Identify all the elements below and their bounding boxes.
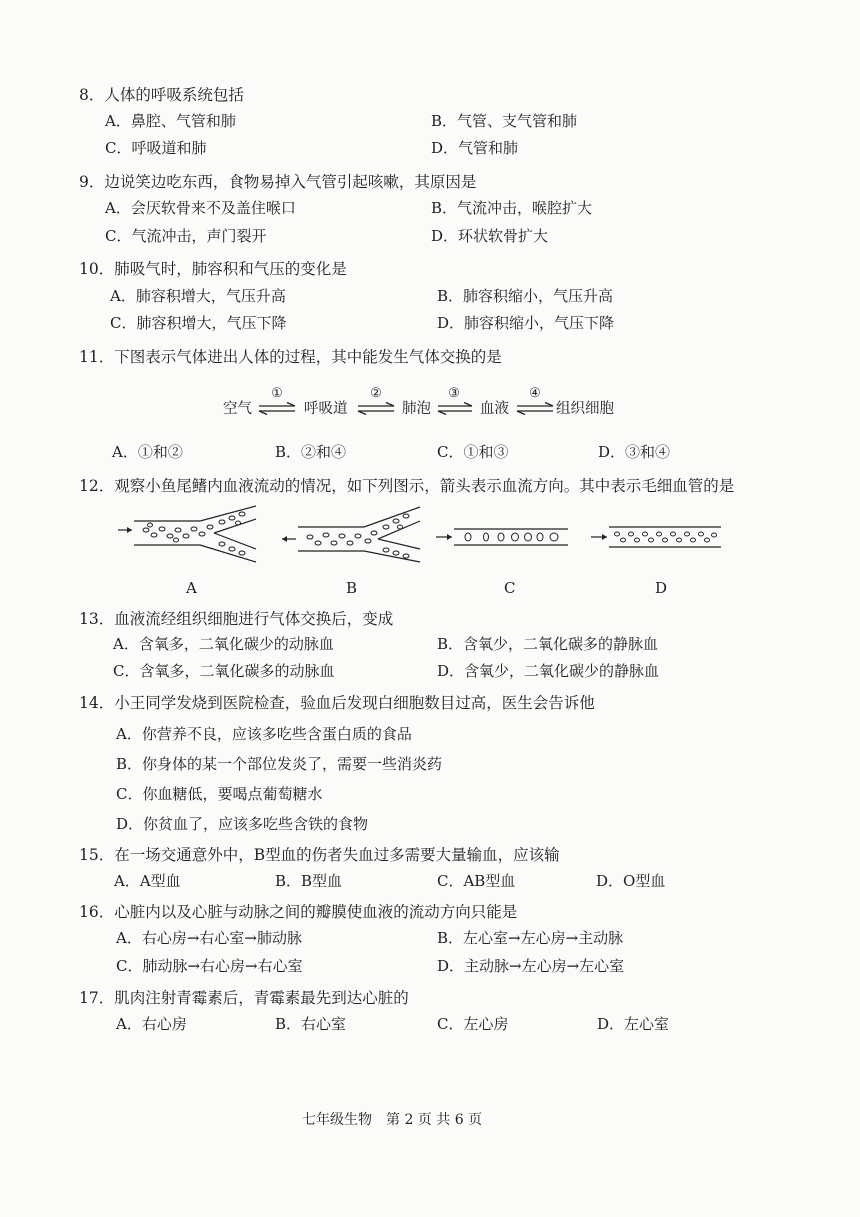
q9-option-c[interactable]: C．气流冲击，声门裂开 [105, 227, 267, 245]
q12-option-b[interactable]: B [346, 579, 358, 597]
q8-option-d[interactable]: D．气管和肺 [431, 139, 519, 157]
equilibrium-arrow-icon [437, 402, 473, 416]
q9-option-d[interactable]: D．环状软骨扩大 [431, 227, 549, 245]
vessel-diagram-d [591, 525, 723, 549]
equilibrium-arrow-icon [258, 402, 296, 416]
q15-option-c[interactable]: C．AB型血 [437, 872, 516, 890]
q11-option-a[interactable]: A．①和② [112, 443, 183, 461]
q9-option-b[interactable]: B．气流冲击，喉腔扩大 [431, 199, 593, 217]
chain-node-airway: 呼吸道 [304, 401, 348, 417]
q11-option-b[interactable]: B．②和④ [275, 443, 347, 461]
q15-option-b[interactable]: B．B型血 [275, 872, 343, 890]
question-15-stem: 15．在一场交通意外中，B型血的伤者失血过多需要大量输血，应该输 [79, 846, 560, 864]
equilibrium-arrow-icon [516, 402, 554, 416]
q8-option-b[interactable]: B．气管、支气管和肺 [431, 112, 578, 130]
q17-option-c[interactable]: C．左心房 [437, 1015, 509, 1033]
q13-option-a[interactable]: A．含氧多，二氧化碳少的动脉血 [113, 635, 334, 653]
question-14-stem: 14．小王同学发烧到医院检查，验血后发现白细胞数目过高，医生会告诉他 [79, 694, 595, 712]
question-17-stem: 17．肌肉注射青霉素后，青霉素最先到达心脏的 [79, 989, 409, 1007]
equilibrium-arrow-icon [357, 402, 395, 416]
q11-option-c[interactable]: C．①和③ [437, 443, 509, 461]
q13-option-b[interactable]: B．含氧少，二氧化碳多的静脉血 [437, 635, 659, 653]
q16-option-b[interactable]: B．左心室→左心房→主动脉 [437, 929, 624, 947]
q10-option-b[interactable]: B．肺容积缩小，气压升高 [437, 287, 614, 305]
q16-option-d[interactable]: D．主动脉→左心房→左心室 [437, 957, 625, 975]
q12-option-d[interactable]: D [655, 579, 668, 597]
q10-option-a[interactable]: A．肺容积增大，气压升高 [110, 287, 286, 305]
question-12-stem: 12．观察小鱼尾鳍内血液流动的情况，如下列图示，箭头表示血流方向。其中表示毛细血管的是 [79, 477, 735, 495]
chain-step-2: ② [370, 386, 382, 401]
page-footer: 七年级生物 第 2 页 共 6 页 [302, 1112, 483, 1128]
chain-node-blood: 血液 [480, 401, 509, 417]
q13-option-c[interactable]: C．含氧多，二氧化碳多的动脉血 [113, 662, 335, 680]
chain-node-air: 空气 [223, 401, 252, 417]
q14-option-a[interactable]: A．你营养不良，应该多吃些含蛋白质的食品 [116, 725, 412, 743]
q15-option-d[interactable]: D．O型血 [596, 872, 666, 890]
q17-option-a[interactable]: A．右心房 [116, 1015, 187, 1033]
chain-step-4: ④ [529, 386, 541, 401]
chain-node-alveoli: 肺泡 [402, 401, 431, 417]
q11-option-d[interactable]: D．③和④ [598, 443, 671, 461]
q12-option-c[interactable]: C [504, 579, 516, 597]
vessel-diagram-c [436, 526, 570, 548]
question-16-stem: 16．心脏内以及心脏与动脉之间的瓣膜使血液的流动方向只能是 [79, 903, 518, 921]
chain-step-3: ③ [448, 386, 460, 401]
q16-option-a[interactable]: A．右心房→右心室→肺动脉 [116, 929, 302, 947]
q14-option-c[interactable]: C．你血糖低，要喝点葡萄糖水 [116, 785, 323, 803]
chain-node-tissue-cells: 组织细胞 [556, 401, 614, 417]
q8-option-a[interactable]: A．鼻腔、气管和肺 [105, 112, 236, 130]
q14-option-b[interactable]: B．你身体的某一个部位发炎了，需要一些消炎药 [116, 755, 443, 773]
q14-option-d[interactable]: D．你贫血了，应该多吃些含铁的食物 [116, 815, 369, 833]
vessel-diagram-a [118, 505, 260, 565]
question-8-stem: 8．人体的呼吸系统包括 [79, 86, 244, 104]
q13-option-d[interactable]: D．含氧少，二氧化碳少的静脉血 [437, 662, 660, 680]
question-13-stem: 13．血液流经组织细胞进行气体交换后，变成 [79, 610, 394, 628]
q8-option-c[interactable]: C．呼吸道和肺 [105, 139, 207, 157]
chain-step-1: ① [271, 386, 283, 401]
q12-option-a[interactable]: A [186, 579, 197, 597]
question-11-stem: 11．下图表示气体进出人体的过程，其中能发生气体交换的是 [79, 348, 502, 366]
q15-option-a[interactable]: A．A型血 [114, 872, 181, 890]
q17-option-d[interactable]: D．左心室 [597, 1015, 670, 1033]
question-10-stem: 10．肺吸气时，肺容积和气压的变化是 [79, 260, 347, 278]
q10-option-d[interactable]: D．肺容积缩小，气压下降 [437, 314, 615, 332]
q17-option-b[interactable]: B．右心室 [275, 1015, 347, 1033]
question-9-stem: 9．边说笑边吃东西，食物易掉入气管引起咳嗽，其原因是 [79, 173, 477, 191]
q9-option-a[interactable]: A．会厌软骨来不及盖住喉口 [105, 199, 296, 217]
q16-option-c[interactable]: C．肺动脉→右心房→右心室 [116, 957, 303, 975]
q10-option-c[interactable]: C．肺容积增大，气压下降 [110, 314, 287, 332]
vessel-diagram-b [282, 505, 424, 565]
